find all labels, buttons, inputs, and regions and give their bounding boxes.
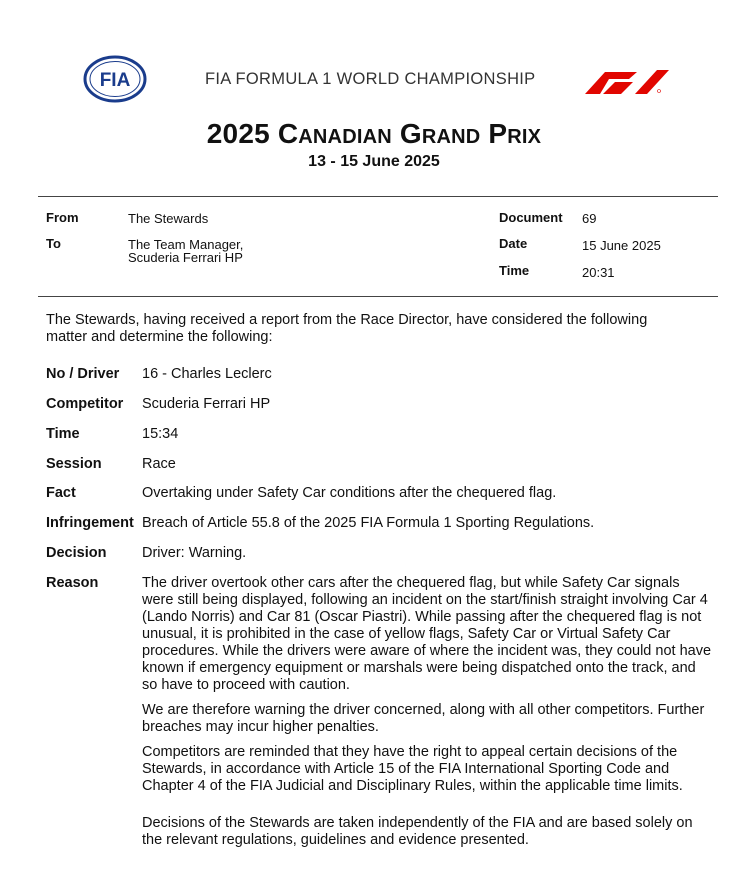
decision-value: Driver: Warning. (142, 545, 247, 561)
divider-top (38, 196, 718, 197)
event-dates: 13 - 15 June 2025 (308, 153, 440, 170)
fia-logo-text: FIA (99, 70, 131, 91)
f1-logo-text: F1 (577, 66, 579, 67)
session-label: Session (46, 456, 102, 472)
session-value: Race (142, 456, 176, 472)
to-value (128, 238, 243, 264)
time-label: Time (499, 263, 530, 278)
document-value: 69 (582, 211, 597, 226)
decision-label: Decision (46, 545, 107, 561)
date-label: Date (499, 236, 528, 251)
page-title: 2025 Canadian Grand Prix (206, 118, 542, 149)
reason-paragraph-4: Decisions of the Stewards are taken independently of the FIA and are based solely on the relevant regulations, guidelines and evidence presented. (142, 815, 693, 848)
to-value-line2: Scuderia Ferrari HP (128, 250, 243, 265)
reason-paragraph-3: Competitors are reminded that they have the right to appeal certain decisions of the Stewards, in accordance with Article 15 of the FIA International Sporting Code and Chapter 4 of the FIA Judicial and Disciplinary Rules, within the applicable time limits. (142, 744, 683, 794)
fact-label: Fact (46, 485, 76, 501)
f1-logo (577, 66, 671, 94)
to-value-line1: The Team Manager, (128, 237, 244, 252)
to-label: To (46, 236, 61, 251)
competitor-label: Competitor (46, 396, 124, 412)
fact-value: Overtaking under Safety Car conditions after the chequered flag. (142, 485, 557, 501)
competitor-value: Scuderia Ferrari HP (142, 396, 271, 412)
time-row-value: 15:34 (142, 426, 179, 442)
date-value: 15 June 2025 (582, 238, 661, 253)
infringement-label: Infringement (46, 515, 134, 531)
reason-label: Reason (46, 575, 99, 591)
reason-value (142, 575, 712, 857)
fia-logo (83, 55, 147, 103)
time-row-label: Time (46, 426, 80, 442)
from-value: The Stewards (128, 211, 209, 226)
driver-label: No / Driver (46, 366, 120, 382)
reason-paragraph-1: The driver overtook other cars after the chequered flag, but while Safety Car signals were still being displayed, following an incident on the start/finish straight involving Car 4 (Lando Norris) and Car 81 (Oscar Piastri). While passing after the chequered flag is not unusual, it is prohibited in the case of yellow flags, Safety Car or Virtual Safety Car procedures. While the drivers were aware of where the incident was, they could not have known if emergency equipment or marshals were being dispatched onto the track, and so have to proceed with caution. (142, 575, 712, 693)
from-label: From (46, 210, 79, 225)
infringement-value: Breach of Article 55.8 of the 2025 FIA Formula 1 Sporting Regulations. (142, 515, 595, 531)
reason-paragraph-2: We are therefore warning the driver concerned, along with all other competitors. Further breaches may incur higher penalties. (142, 702, 705, 735)
intro-text: The Stewards, having received a report from the Race Director, have considered the following matter and determine the following: (46, 312, 648, 345)
driver-value: 16 - Charles Leclerc (142, 366, 272, 382)
time-value: 20:31 (582, 265, 615, 280)
championship-title: FIA FORMULA 1 WORLD CHAMPIONSHIP (205, 70, 536, 88)
document-label: Document (499, 210, 563, 225)
divider-bottom (38, 296, 718, 297)
